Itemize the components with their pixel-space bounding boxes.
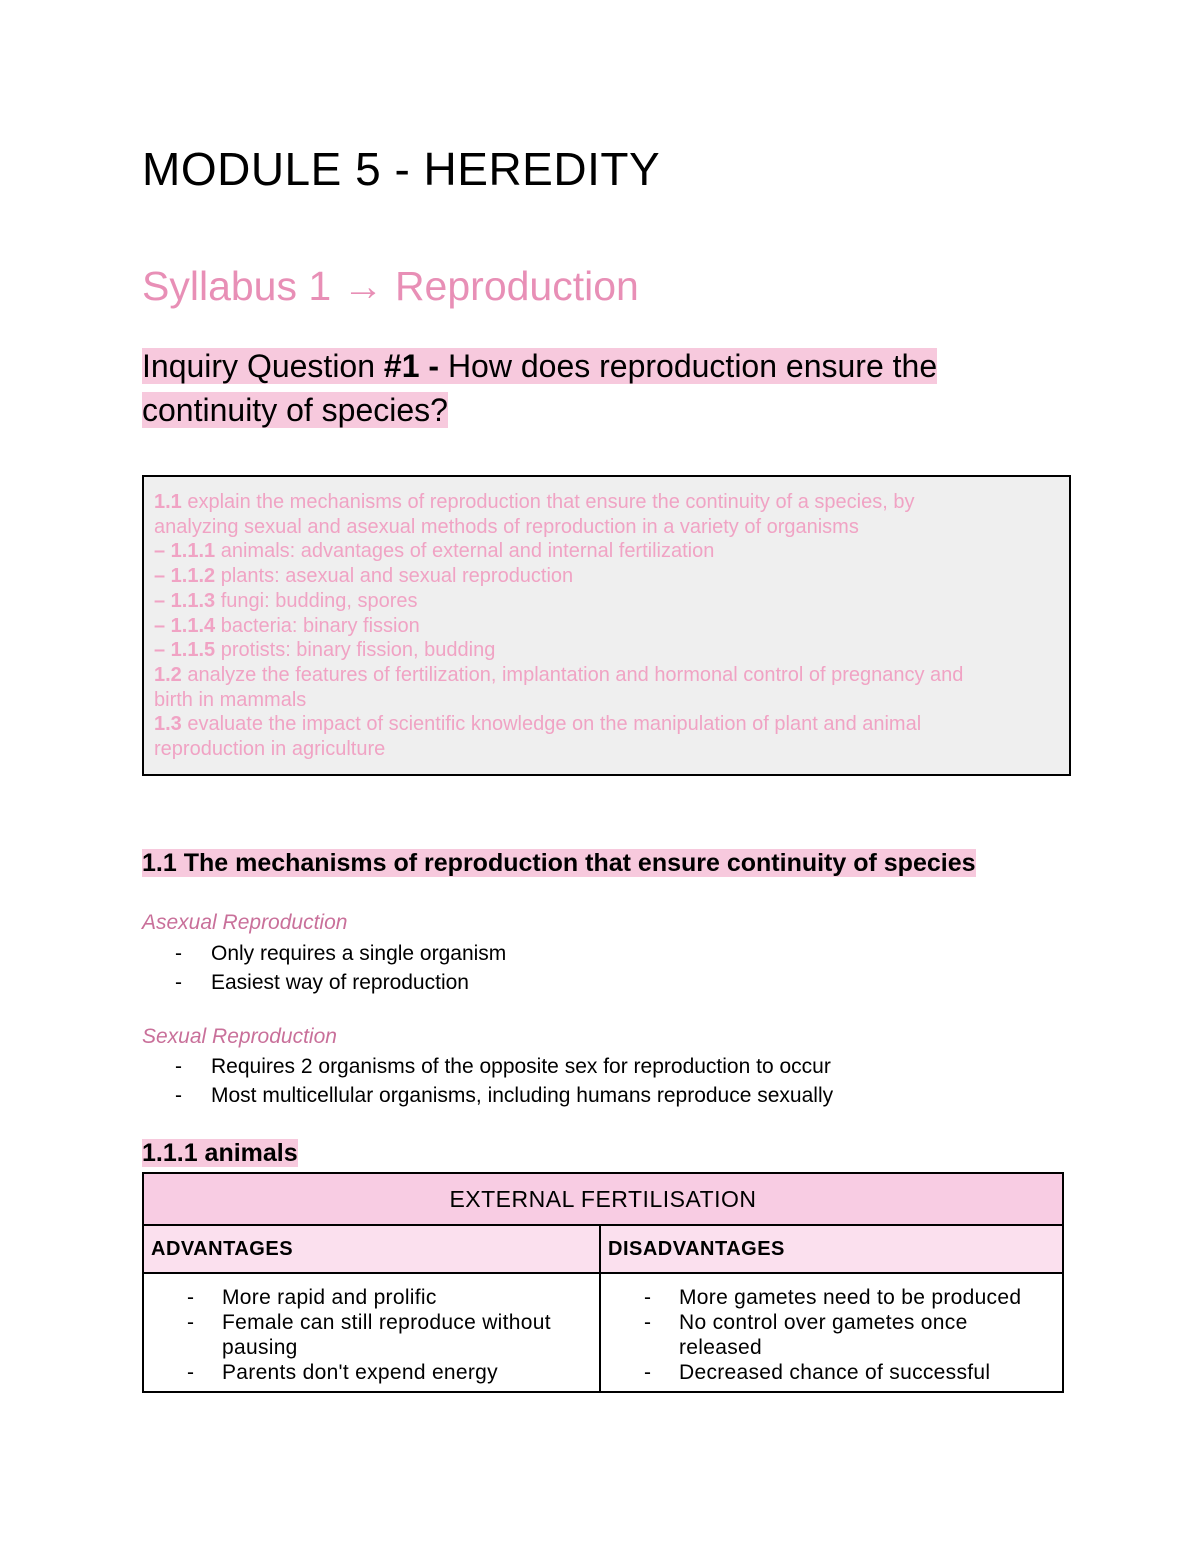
outcome-line xyxy=(154,564,1059,589)
bullet-dash: - xyxy=(175,1084,182,1107)
inquiry-label: Inquiry Question xyxy=(142,348,384,384)
inquiry-number: #1 - xyxy=(383,348,440,384)
outcome-code: – 1.1.3 xyxy=(154,589,216,612)
list-item xyxy=(601,1310,1062,1360)
bullet-dash: - xyxy=(175,942,182,965)
external-fertilisation-table xyxy=(142,1172,1064,1393)
outcome-line xyxy=(154,589,1059,614)
outcome-line xyxy=(154,638,1059,663)
outcome-text: bacteria: binary fission xyxy=(215,614,420,637)
list-item xyxy=(144,1285,599,1310)
section-heading xyxy=(142,846,976,880)
advantages-list xyxy=(144,1274,599,1391)
syllabus-outcomes-box xyxy=(142,475,1071,776)
bullet-dash: - xyxy=(644,1311,652,1334)
outcome-line xyxy=(154,688,1059,713)
disadvantages-header: DISADVANTAGES xyxy=(600,1225,1063,1273)
sexual-heading: Sexual Reproduction xyxy=(142,1025,337,1048)
disadvantages-cell xyxy=(600,1273,1063,1392)
list-item xyxy=(142,939,506,968)
bullet-dash: - xyxy=(644,1361,652,1384)
asexual-heading: Asexual Reproduction xyxy=(142,911,348,934)
table-title: EXTERNAL FERTILISATION xyxy=(143,1173,1063,1225)
list-item xyxy=(144,1310,599,1360)
asexual-list xyxy=(142,939,506,997)
disadvantages-list xyxy=(601,1274,1062,1391)
outcome-text: explain the mechanisms of reproduction that ensure the continuity of a species, by xyxy=(181,491,915,513)
outcome-line xyxy=(154,539,1059,564)
bullet-dash: - xyxy=(175,971,182,994)
outcome-text: analyze the features of fertilization, implantation and hormonal control of pregnancy and xyxy=(181,663,964,686)
outcome-text: reproduction in agriculture xyxy=(154,738,386,761)
animals-heading-text: 1.1.1 animals xyxy=(142,1139,298,1167)
list-item xyxy=(142,968,506,997)
outcome-code: – 1.1.2 xyxy=(154,565,216,588)
outcome-text: fungi: budding, spores xyxy=(215,589,418,612)
list-item xyxy=(601,1285,1062,1310)
list-item-text: Most multicellular organisms, including humans reproduce sexually xyxy=(211,1084,834,1107)
outcome-line xyxy=(154,614,1059,639)
outcome-line xyxy=(154,663,1059,688)
outcome-line xyxy=(154,737,1059,762)
page-title: MODULE 5 - HEREDITY xyxy=(142,143,661,195)
outcome-code: – 1.1.1 xyxy=(154,540,216,563)
outcome-text: animals: advantages of external and internal fertilization xyxy=(215,540,715,563)
animals-heading xyxy=(142,1136,298,1170)
outcome-code: 1.1 xyxy=(154,491,182,513)
outcome-code: – 1.1.4 xyxy=(154,614,216,637)
inquiry-question xyxy=(142,344,1042,432)
outcome-text: plants: asexual and sexual reproduction xyxy=(215,565,574,588)
list-item xyxy=(142,1081,833,1110)
outcome-text: evaluate the impact of scientific knowledge on the manipulation of plant and animal xyxy=(181,713,922,736)
outcome-text: protists: binary fission, budding xyxy=(215,639,496,662)
list-item xyxy=(142,1052,833,1081)
list-item-text: Requires 2 organisms of the opposite sex for reproduction to occur xyxy=(211,1055,831,1078)
list-item-text: More gametes need to be produced xyxy=(679,1286,1022,1309)
bullet-dash: - xyxy=(175,1055,182,1078)
inquiry-text: How does reproduction ensure the continuity of species? xyxy=(142,348,938,428)
bullet-dash: - xyxy=(644,1286,652,1309)
bullet-dash: - xyxy=(187,1361,195,1384)
list-item xyxy=(601,1360,1062,1385)
syllabus-heading: Syllabus 1 → Reproduction xyxy=(142,263,639,309)
section-heading-text: 1.1 The mechanisms of reproduction that ensure continuity of species xyxy=(142,849,976,877)
outcome-line xyxy=(154,490,1059,515)
advantages-cell xyxy=(143,1273,600,1392)
outcome-code: 1.2 xyxy=(154,663,182,686)
list-item-text: Female can still reproduce without pausing xyxy=(222,1311,551,1359)
list-item-text: More rapid and prolific xyxy=(222,1286,437,1309)
outcome-line xyxy=(154,712,1059,737)
outcome-text: birth in mammals xyxy=(154,688,307,711)
list-item-text: Easiest way of reproduction xyxy=(211,971,469,994)
outcome-code: – 1.1.5 xyxy=(154,639,216,662)
outcome-text: analyzing sexual and asexual methods of reproduction in a variety of organisms xyxy=(154,515,859,538)
bullet-dash: - xyxy=(187,1311,195,1334)
inquiry-highlight xyxy=(142,348,937,428)
bullet-dash: - xyxy=(187,1286,195,1309)
advantages-header: ADVANTAGES xyxy=(143,1225,600,1273)
list-item-text: No control over gametes once released xyxy=(679,1311,968,1359)
list-item-text: Only requires a single organism xyxy=(211,942,507,965)
list-item xyxy=(144,1360,599,1385)
outcome-code: 1.3 xyxy=(154,713,182,736)
sexual-list xyxy=(142,1052,833,1110)
list-item-text: Decreased chance of successful xyxy=(679,1361,991,1384)
outcome-line xyxy=(154,515,1059,540)
list-item-text: Parents don't expend energy xyxy=(222,1361,498,1384)
